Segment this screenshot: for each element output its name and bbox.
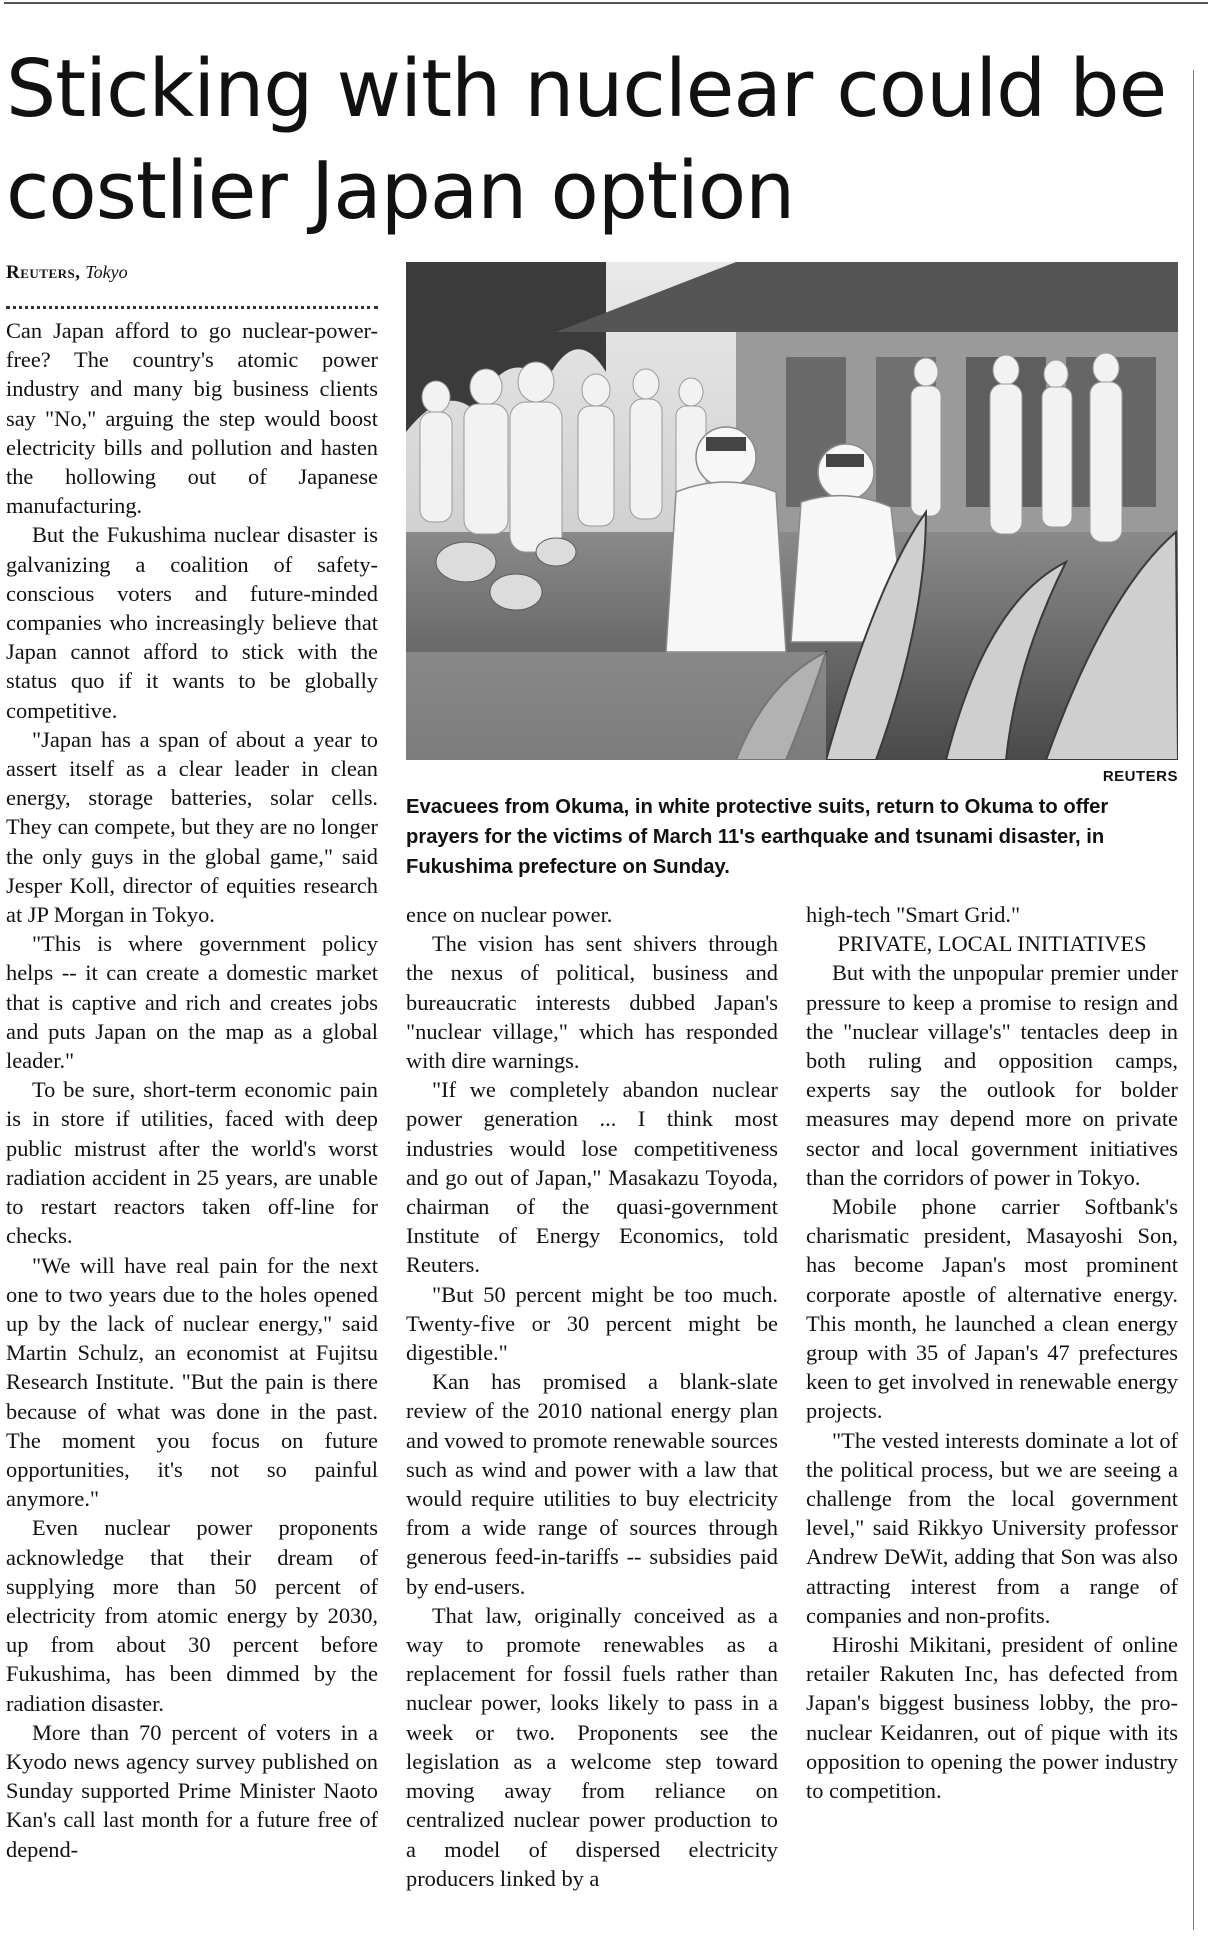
paragraph: Even nuclear power proponents acknowledge that their dream of supplying more than 50 percent of electricity from atomic energy by 2030, up from about 30 percent before Fukushima, has been dimmed by the radiation disaster.: [6, 1515, 378, 1716]
paragraph: "We will have real pain for the next one to two years due to the holes opened up by the lack of nuclear energy," said Martin Schulz, an economist at Fujitsu Research Institute. "But the pain is there because of what was done in the past. The moment you focus on future opportunities, it's not so painful anymore.": [6, 1252, 378, 1512]
article-column-1: [6, 316, 378, 1864]
paragraph: That law, originally conceived as a way to promote renewables as a replacement for fossil fuels rather than nuclear power, looks likely to pass in a week or two. Proponents see the legislation as a welcome step toward moving away from reliance on centralized nuclear power production to a model of dispersed electricity producers linked by a: [406, 1602, 778, 1891]
headline: Sticking with nuclear could be costlier Japan option: [6, 43, 1167, 237]
byline: [6, 262, 128, 284]
paragraph: More than 70 percent of voters in a Kyodo news agency survey published on Sunday supported Prime Minister Naoto Kan's call last month for a future free of depend-: [6, 1719, 378, 1862]
photo-evacuees-praying-icon: [406, 262, 1178, 760]
top-rule: [4, 2, 1208, 4]
paragraph: "But 50 percent might be too much. Twenty-five or 30 percent might be digestible.": [406, 1281, 778, 1366]
paragraph: high-tech "Smart Grid.": [806, 902, 1021, 927]
article-column-3: [806, 900, 1178, 1805]
paragraph: Kan has promised a blank-slate review of the 2010 national energy plan and vowed to promote renewable sources such as wind and power with a law that would require utilities to buy electricity from a wide range of sources through generous feed-in-tariffs -- subsidies paid by end-users.: [406, 1369, 778, 1599]
paragraph: ence on nuclear power.: [406, 902, 613, 927]
paragraph: "If we completely abandon nuclear power generation ... I think most industries would lose competitiveness and go out of Japan," Masakazu Toyoda, chairman of the quasi-government Institute of Energy Economics, told Reuters.: [406, 1077, 778, 1278]
paragraph: The vision has sent shivers through the nexus of political, business and bureaucratic interests dubbed Japan's "nuclear village," which has responded with dire warnings.: [406, 931, 778, 1074]
photo-caption: Evacuees from Okuma, in white protective suits, return to Okuma to offer prayers for the victims of March 11's earthquake and tsunami disaster, in Fukushima prefecture on Sunday.: [406, 796, 1109, 878]
paragraph: "Japan has a span of about a year to assert itself as a clear leader in clean energy, storage batteries, solar cells. They can compete, but they are no longer the only guys in the global game," said Jesper Koll, director of equities research at JP Morgan in Tokyo.: [6, 726, 378, 928]
byline-agency: Reuters,: [6, 262, 81, 283]
paragraph: To be sure, short-term economic pain is in store if utilities, faced with deep public mistrust after the world's worst radiation accident in 25 years, are unable to restart reactors taken off-line for checks.: [6, 1077, 378, 1249]
column-rule: [1193, 70, 1194, 1930]
byline-location: Tokyo: [85, 262, 128, 282]
subheading: PRIVATE, LOCAL INITIATIVES: [837, 931, 1147, 957]
paragraph: "This is where government policy helps -- it can create a domestic market that is captive and rich and creates jobs and puts Japan on the map as a global leader.": [6, 931, 378, 1074]
paragraph: "The vested interests dominate a lot of the political process, but we are seeing a challenge from the local government level," said Rikkyo University professor Andrew DeWit, adding that Son was also attracting interest from a range of companies and non-profits.: [806, 1427, 1178, 1628]
paragraph: But with the unpopular premier under pressure to keep a promise to resign and the "nuclear village's" tentacles deep in both ruling and opposition camps, experts say the outlook for bolder measures may depend more on private sector and local government initiatives than the corridors of power in Tokyo.: [806, 960, 1178, 1190]
paragraph: Can Japan afford to go nuclear-power-free? The country's atomic power industry and many big business clients say "No," arguing the step would boost electricity bills and pollution and hasten the hollowing out of Japanese manufacturing.: [6, 318, 378, 519]
paragraph: Hiroshi Mikitani, president of online retailer Rakuten Inc, has defected from Japan's biggest business lobby, the pro-nuclear Keidanren, out of pique with its opposition to opening the power industry to competition.: [806, 1632, 1178, 1804]
news-photo: [406, 262, 1178, 760]
paragraph: Mobile phone carrier Softbank's charismatic president, Masayoshi Son, has become Japan's most prominent corporate apostle of alternative energy. This month, he launched a clean energy group with 35 of Japan's 47 prefectures keen to get involved in renewable energy projects.: [806, 1194, 1178, 1424]
article-column-2: [406, 900, 778, 1893]
dotted-divider: [6, 306, 378, 309]
paragraph: But the Fukushima nuclear disaster is galvanizing a coalition of safety-conscious voters and future-minded companies who increasingly believe that Japan cannot afford to stick with the status quo if it wants to be globally competitive.: [6, 522, 378, 723]
photo-credit: REUTERS: [1102, 768, 1178, 785]
